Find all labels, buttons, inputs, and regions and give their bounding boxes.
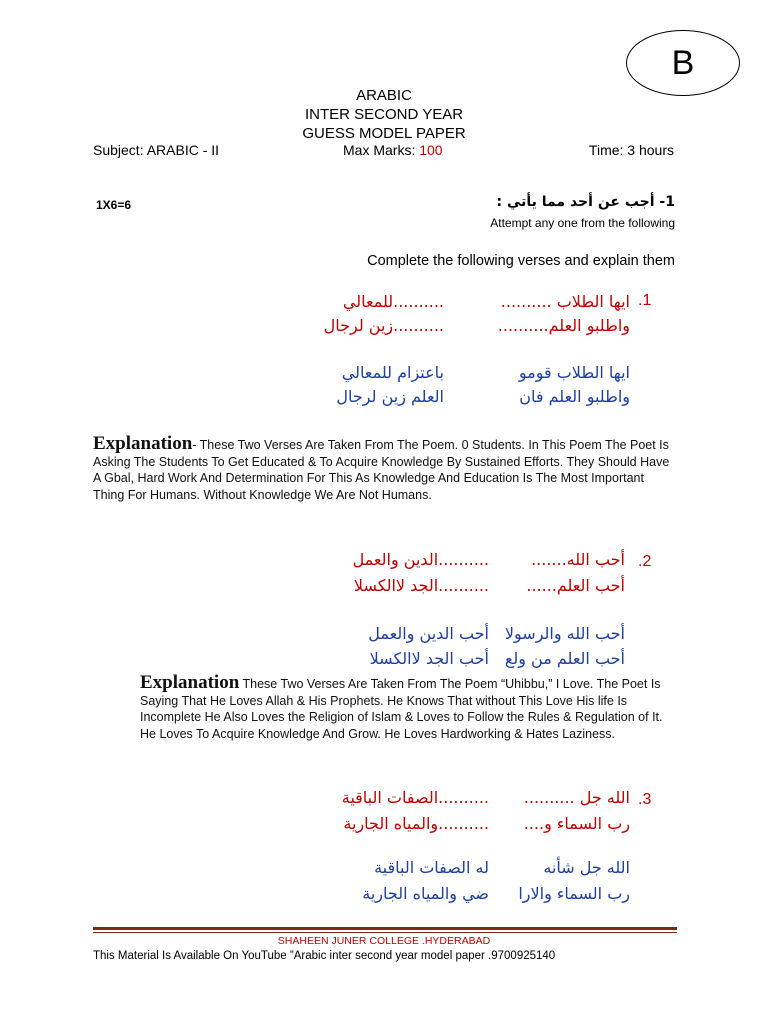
question-prompt-arabic: 1- أجب عن أحد مما يأتي :: [496, 194, 675, 210]
verse-blank: ..........للمعالي: [342, 292, 444, 311]
max-marks-value: 100: [419, 142, 443, 158]
verse-full: أحب العلم من ولع: [504, 649, 625, 668]
question-instruction: Complete the following verses and explain them: [367, 253, 675, 269]
verse-full: له الصفات الباقية: [374, 858, 489, 877]
verse-blank: ..........زين لرجال: [323, 316, 444, 335]
verse-full: الله جل شأنه: [543, 858, 630, 877]
item-number: .3: [638, 791, 652, 808]
verse-full: أحب الدين والعمل: [368, 624, 489, 643]
header-paper-type: GUESS MODEL PAPER: [302, 125, 466, 142]
item-number: .1: [638, 292, 652, 309]
header-title: ARABIC: [356, 87, 412, 104]
verse-blank: ..........الدين والعمل: [352, 550, 489, 569]
verse-full: رب السماء والارا: [518, 884, 630, 903]
verse-full: ضي والمياه الجارية: [362, 884, 489, 903]
verse-full: أحب الله والرسولا: [504, 624, 625, 643]
explanation-text: These Two Verses Are Taken From The Poem “Uhibbu,” I Love. The Poet Is Saying That He Loves Allah & His Prophets. He Knows That without This Love His life Is Incomplete He Also Loves the Religion of Islam & Loves to Follow the Rules & Regulation of It. He Loves To Acquire Knowledge And Grow. He Loves Hardworking & Hates Laziness.: [140, 677, 663, 741]
verse-blank: أحب العلم......: [526, 576, 625, 595]
footer-college: SHAHEEN JUNER COLLEGE .HYDERABAD: [277, 935, 491, 947]
item-number: .2: [638, 553, 652, 570]
badge-letter: B: [671, 43, 695, 82]
max-marks-label: Max Marks:: [343, 142, 420, 158]
verse-blank: واطلبو العلم..........: [497, 316, 630, 335]
verse-blank: ..........الجد لاالكسلا: [353, 576, 489, 595]
verse-full: واطلبو العلم فان: [519, 387, 630, 406]
verse-blank: الله جل ..........: [523, 788, 630, 807]
verse-blank: أحب الله.......: [531, 550, 625, 569]
header-subtitle: INTER SECOND YEAR: [304, 106, 464, 123]
explanation-heading: Explanation: [140, 672, 240, 693]
verse-blank: ..........والمياه الجارية: [343, 814, 489, 833]
verse-blank: ايها الطلاب ..........: [500, 292, 630, 311]
question-prompt-english: Attempt any one from the following: [490, 216, 675, 230]
explanation-heading: Explanation: [93, 433, 193, 454]
footer-note: This Material Is Available On YouTube ”Arabic inter second year model paper .9700925140: [93, 950, 556, 962]
verse-full: العلم زين لرجال: [336, 387, 444, 406]
verse-blank: رب السماء و....: [523, 814, 630, 833]
verse-full: باعتزام للمعالي: [341, 363, 444, 382]
verse-blank: ..........الصفات الباقية: [341, 788, 489, 807]
explanation-text: - These Two Verses Are Taken From The Poem. 0 Students. In This Poem The Poet Is Asking The Students To Get Educated & To Acquire Knowledge By Sustained Efforts. They Should Have A Gbal, Hard Work And Determination For This As Knowledge And Education Is The Most Important Thing For Humans. Without Knowledge We Are Not Humans.: [93, 438, 670, 502]
subject-label: Subject: ARABIC - II: [93, 142, 220, 158]
verse-full: ايها الطلاب قومو: [518, 363, 630, 382]
question-marks: 1X6=6: [96, 198, 132, 212]
footer-rule-thin: [93, 932, 677, 933]
verse-full: أحب الجد لاالكسلا: [369, 649, 489, 668]
max-marks: [343, 142, 443, 158]
explanation-paragraph: [93, 433, 677, 503]
time-label: Time: 3 hours: [588, 142, 674, 158]
footer-rule: [93, 927, 677, 930]
explanation-paragraph: [140, 672, 677, 742]
